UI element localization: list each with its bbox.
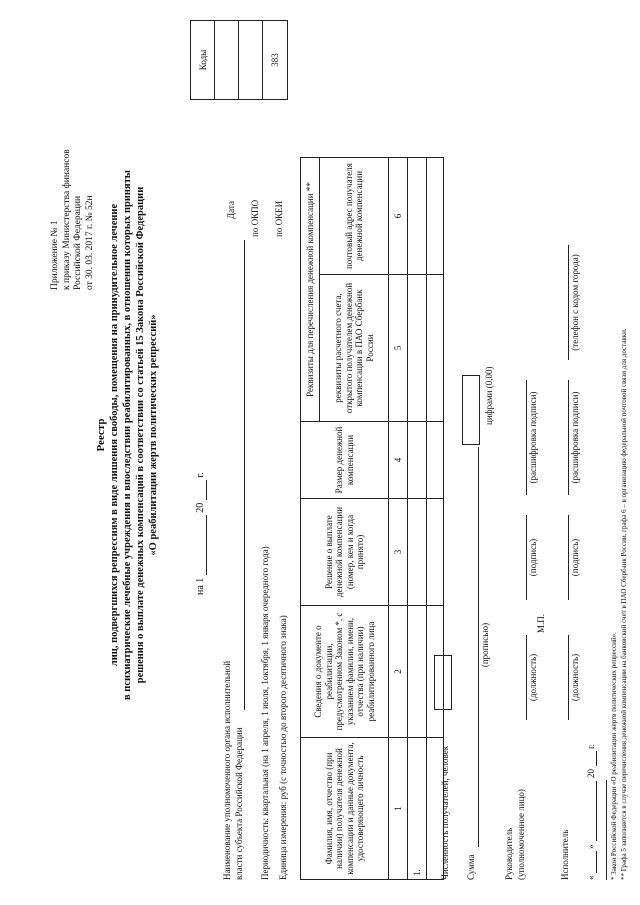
row-cell xyxy=(408,275,427,422)
date-month-line xyxy=(596,781,597,841)
org-name-underline xyxy=(244,240,245,710)
codes-box xyxy=(190,20,288,100)
sum-words-line xyxy=(478,447,479,847)
unit-text: Единица измерения: руб (с точностью до второго десятичного знака) xyxy=(278,615,288,880)
period-day-month-blank xyxy=(195,515,207,575)
head-position-caption: (должность) xyxy=(528,653,538,702)
head-signature-caption: (подпись) xyxy=(528,538,538,577)
col-num-3: 3 xyxy=(389,499,408,606)
requisites-header: Реквизиты для перечисления денежной компенсации ** xyxy=(301,158,320,422)
title-word: Реестр xyxy=(95,418,107,452)
col-num-4: 4 xyxy=(389,422,408,499)
appendix-line-3: Российской Федерации xyxy=(73,195,83,290)
col-num-6: 6 xyxy=(389,158,408,275)
period-year-suffix: г. xyxy=(195,472,206,478)
date-code-label: Дата xyxy=(226,201,236,219)
footnote-separator xyxy=(606,780,607,880)
code-date-cell xyxy=(215,21,239,99)
stamp-place: М.П. xyxy=(536,613,546,633)
report-period xyxy=(195,395,207,595)
row-cell xyxy=(408,606,427,738)
executor-position-line xyxy=(568,635,569,720)
head-decode-caption: (расшифровка подписи) xyxy=(528,391,538,484)
head-label-2: (уполномоченное лицо) xyxy=(516,789,526,880)
head-label-1: Руководитель xyxy=(504,827,514,880)
head-position-line xyxy=(526,635,527,720)
recipients-count-box xyxy=(434,655,452,710)
executor-decode-caption: (расшифровка подписи) xyxy=(570,391,580,484)
executor-phone-caption: (телефон с кодом города) xyxy=(570,254,580,351)
sum-digits-box xyxy=(462,375,480,445)
footnote-2: ** Графа 5 заполняется в случае перечисления денежной компенсации на банковский счет в ПАО Сбербанк России, графа 6 – в организацию федеральной почтовой связи для доставки. xyxy=(620,328,628,880)
org-name-label-1: Наименование уполномоченного органа исполнительной xyxy=(222,660,232,880)
col-header-2: Сведения о документе о реабилитации, предусмотренном Законом *, с указанием фамилии, имени, отчества (при наличии) реабилитированного лица xyxy=(301,606,389,738)
register-title xyxy=(95,85,160,785)
appendix-line-4: от 30. 03. 2017 г. № 52н xyxy=(84,195,95,290)
executor-signature-caption: (подпись) xyxy=(570,538,580,577)
sum-label: Сумма xyxy=(466,854,476,880)
executor-decode-line xyxy=(568,380,569,495)
periodicity-text: Периодичность: квартальная (на 1 апреля, 1 июля, 1октября, 1 января очередного года) xyxy=(260,546,270,880)
date-day-line xyxy=(596,851,597,873)
code-okei-cell: 383 xyxy=(270,53,280,67)
col-header-1: Фамилия, имя, отчество (при наличии) получателя денежной компенсации и данные документа, удостоверяющего личность xyxy=(301,738,389,880)
col-num-2: 2 xyxy=(389,606,408,738)
title-line-2: в психиатрические лечебные учреждения и впоследствии реабилитированных, в отношении которых приняты xyxy=(122,170,133,700)
col-header-6: почтовый адрес получателя денежной компенсации xyxy=(320,158,389,275)
okei-label: по ОКЕИ xyxy=(274,200,284,237)
date-year-prefix: 20 xyxy=(586,769,596,778)
executor-phone-line xyxy=(568,245,569,360)
period-prefix: на 1 xyxy=(195,577,206,595)
okpo-label: по ОКПО xyxy=(250,199,260,237)
codes-header: Коды xyxy=(191,21,215,99)
appendix-block xyxy=(50,70,96,290)
appendix-line-1: Приложение № 1 xyxy=(50,220,60,290)
executor-signature-line xyxy=(568,515,569,600)
row-cell xyxy=(408,158,427,275)
date-open-quote: « xyxy=(586,875,596,880)
title-line-3: решения о выплате денежных компенсаций в соответствии со статьей 15 Закона Российской Федерации xyxy=(135,186,146,684)
footnote-1: * Закон Российской Федерации «О реабилитации жертв политических репрессий». xyxy=(610,632,618,880)
col-num-1: 1 xyxy=(389,738,408,880)
row-cell xyxy=(427,499,444,606)
head-decode-line xyxy=(526,380,527,495)
date-year-line xyxy=(596,751,597,766)
period-year-prefix: 20 xyxy=(195,502,206,513)
executor-position-caption: (должность) xyxy=(570,653,580,702)
row-cell xyxy=(427,158,444,275)
org-name-label-2: власти субъекта Российской Федерации xyxy=(234,727,244,880)
appendix-line-2: к приказу Министерства финансов xyxy=(61,149,72,290)
head-signature-line xyxy=(526,515,527,600)
title-line-4: «О реабилитации жертв политических репрессий» xyxy=(148,314,159,556)
col-header-3: Решение о выплате денежной компенсации (номер, кем и когда принято) xyxy=(301,499,389,606)
date-close-quote: » xyxy=(586,844,596,849)
col-header-4: Размер денежной компенсации xyxy=(301,422,389,499)
register-table xyxy=(300,157,444,880)
title-line-1: лиц, подвергшихся репрессиям в виде лишения свободы, помещения на принудительное лечение xyxy=(109,203,120,667)
recipients-count-label: Численность получателей, человек xyxy=(440,745,450,880)
sum-words-caption: (прописью) xyxy=(480,622,490,668)
period-year-blank xyxy=(195,480,207,500)
table-row xyxy=(408,158,427,880)
row-number: 1. xyxy=(408,738,427,880)
row-cell xyxy=(427,275,444,422)
row-cell xyxy=(427,422,444,499)
col-num-5: 5 xyxy=(389,275,408,422)
sum-digits-caption: цифрами (0,00) xyxy=(484,366,494,425)
code-okpo-cell xyxy=(239,21,263,99)
row-cell xyxy=(408,499,427,606)
date-year-suffix: г. xyxy=(586,744,596,749)
executor-label: Исполнитель xyxy=(560,829,570,880)
row-cell xyxy=(408,422,427,499)
col-header-5: реквизиты расчетного счета, открытого получателем денежной компенсации в ПАО Сбербанк России xyxy=(320,275,389,422)
